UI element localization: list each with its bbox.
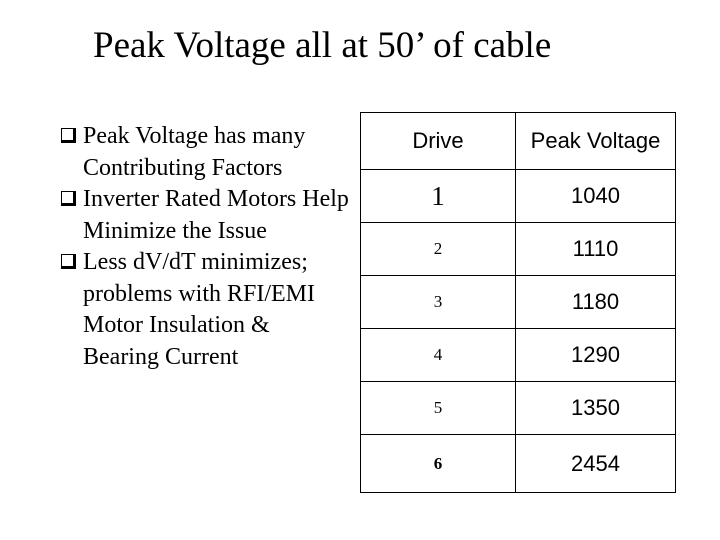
bullet-list xyxy=(61,121,351,373)
table-row xyxy=(361,329,676,382)
header-drive: Drive xyxy=(361,113,516,170)
table-header-row xyxy=(361,113,676,170)
drive-cell: 3 xyxy=(361,276,516,329)
square-bullet-icon xyxy=(61,191,76,206)
table-row xyxy=(361,170,676,223)
drive-cell: 4 xyxy=(361,329,516,382)
peak-voltage-cell: 1180 xyxy=(516,276,676,329)
peak-voltage-cell: 2454 xyxy=(516,435,676,493)
drive-cell: 1 xyxy=(361,170,516,223)
drive-cell: 2 xyxy=(361,223,516,276)
square-bullet-icon xyxy=(61,254,76,269)
peak-voltage-cell: 1350 xyxy=(516,382,676,435)
header-peak-voltage: Peak Voltage xyxy=(516,113,676,170)
bullet-item xyxy=(61,184,351,247)
square-bullet-icon xyxy=(61,128,76,143)
bullet-item xyxy=(61,121,351,184)
table-row xyxy=(361,223,676,276)
drive-cell: 5 xyxy=(361,382,516,435)
table-row xyxy=(361,276,676,329)
table-row xyxy=(361,435,676,493)
bullet-text: Inverter Rated Motors Help Minimize the Issue xyxy=(83,186,349,244)
peak-voltage-cell: 1040 xyxy=(516,170,676,223)
drive-cell: 6 xyxy=(361,435,516,493)
table-row xyxy=(361,382,676,435)
bullet-text: Less dV/dT minimizes; problems with RFI/EMI Motor Insulation & Bearing Current xyxy=(83,249,315,370)
peak-voltage-cell: 1110 xyxy=(516,223,676,276)
peak-voltage-cell: 1290 xyxy=(516,329,676,382)
bullet-text: Peak Voltage has many Contributing Factors xyxy=(83,123,306,181)
bullet-item xyxy=(61,247,351,373)
slide-title: Peak Voltage all at 50’ of cable xyxy=(93,25,552,66)
peak-voltage-table xyxy=(360,112,676,493)
